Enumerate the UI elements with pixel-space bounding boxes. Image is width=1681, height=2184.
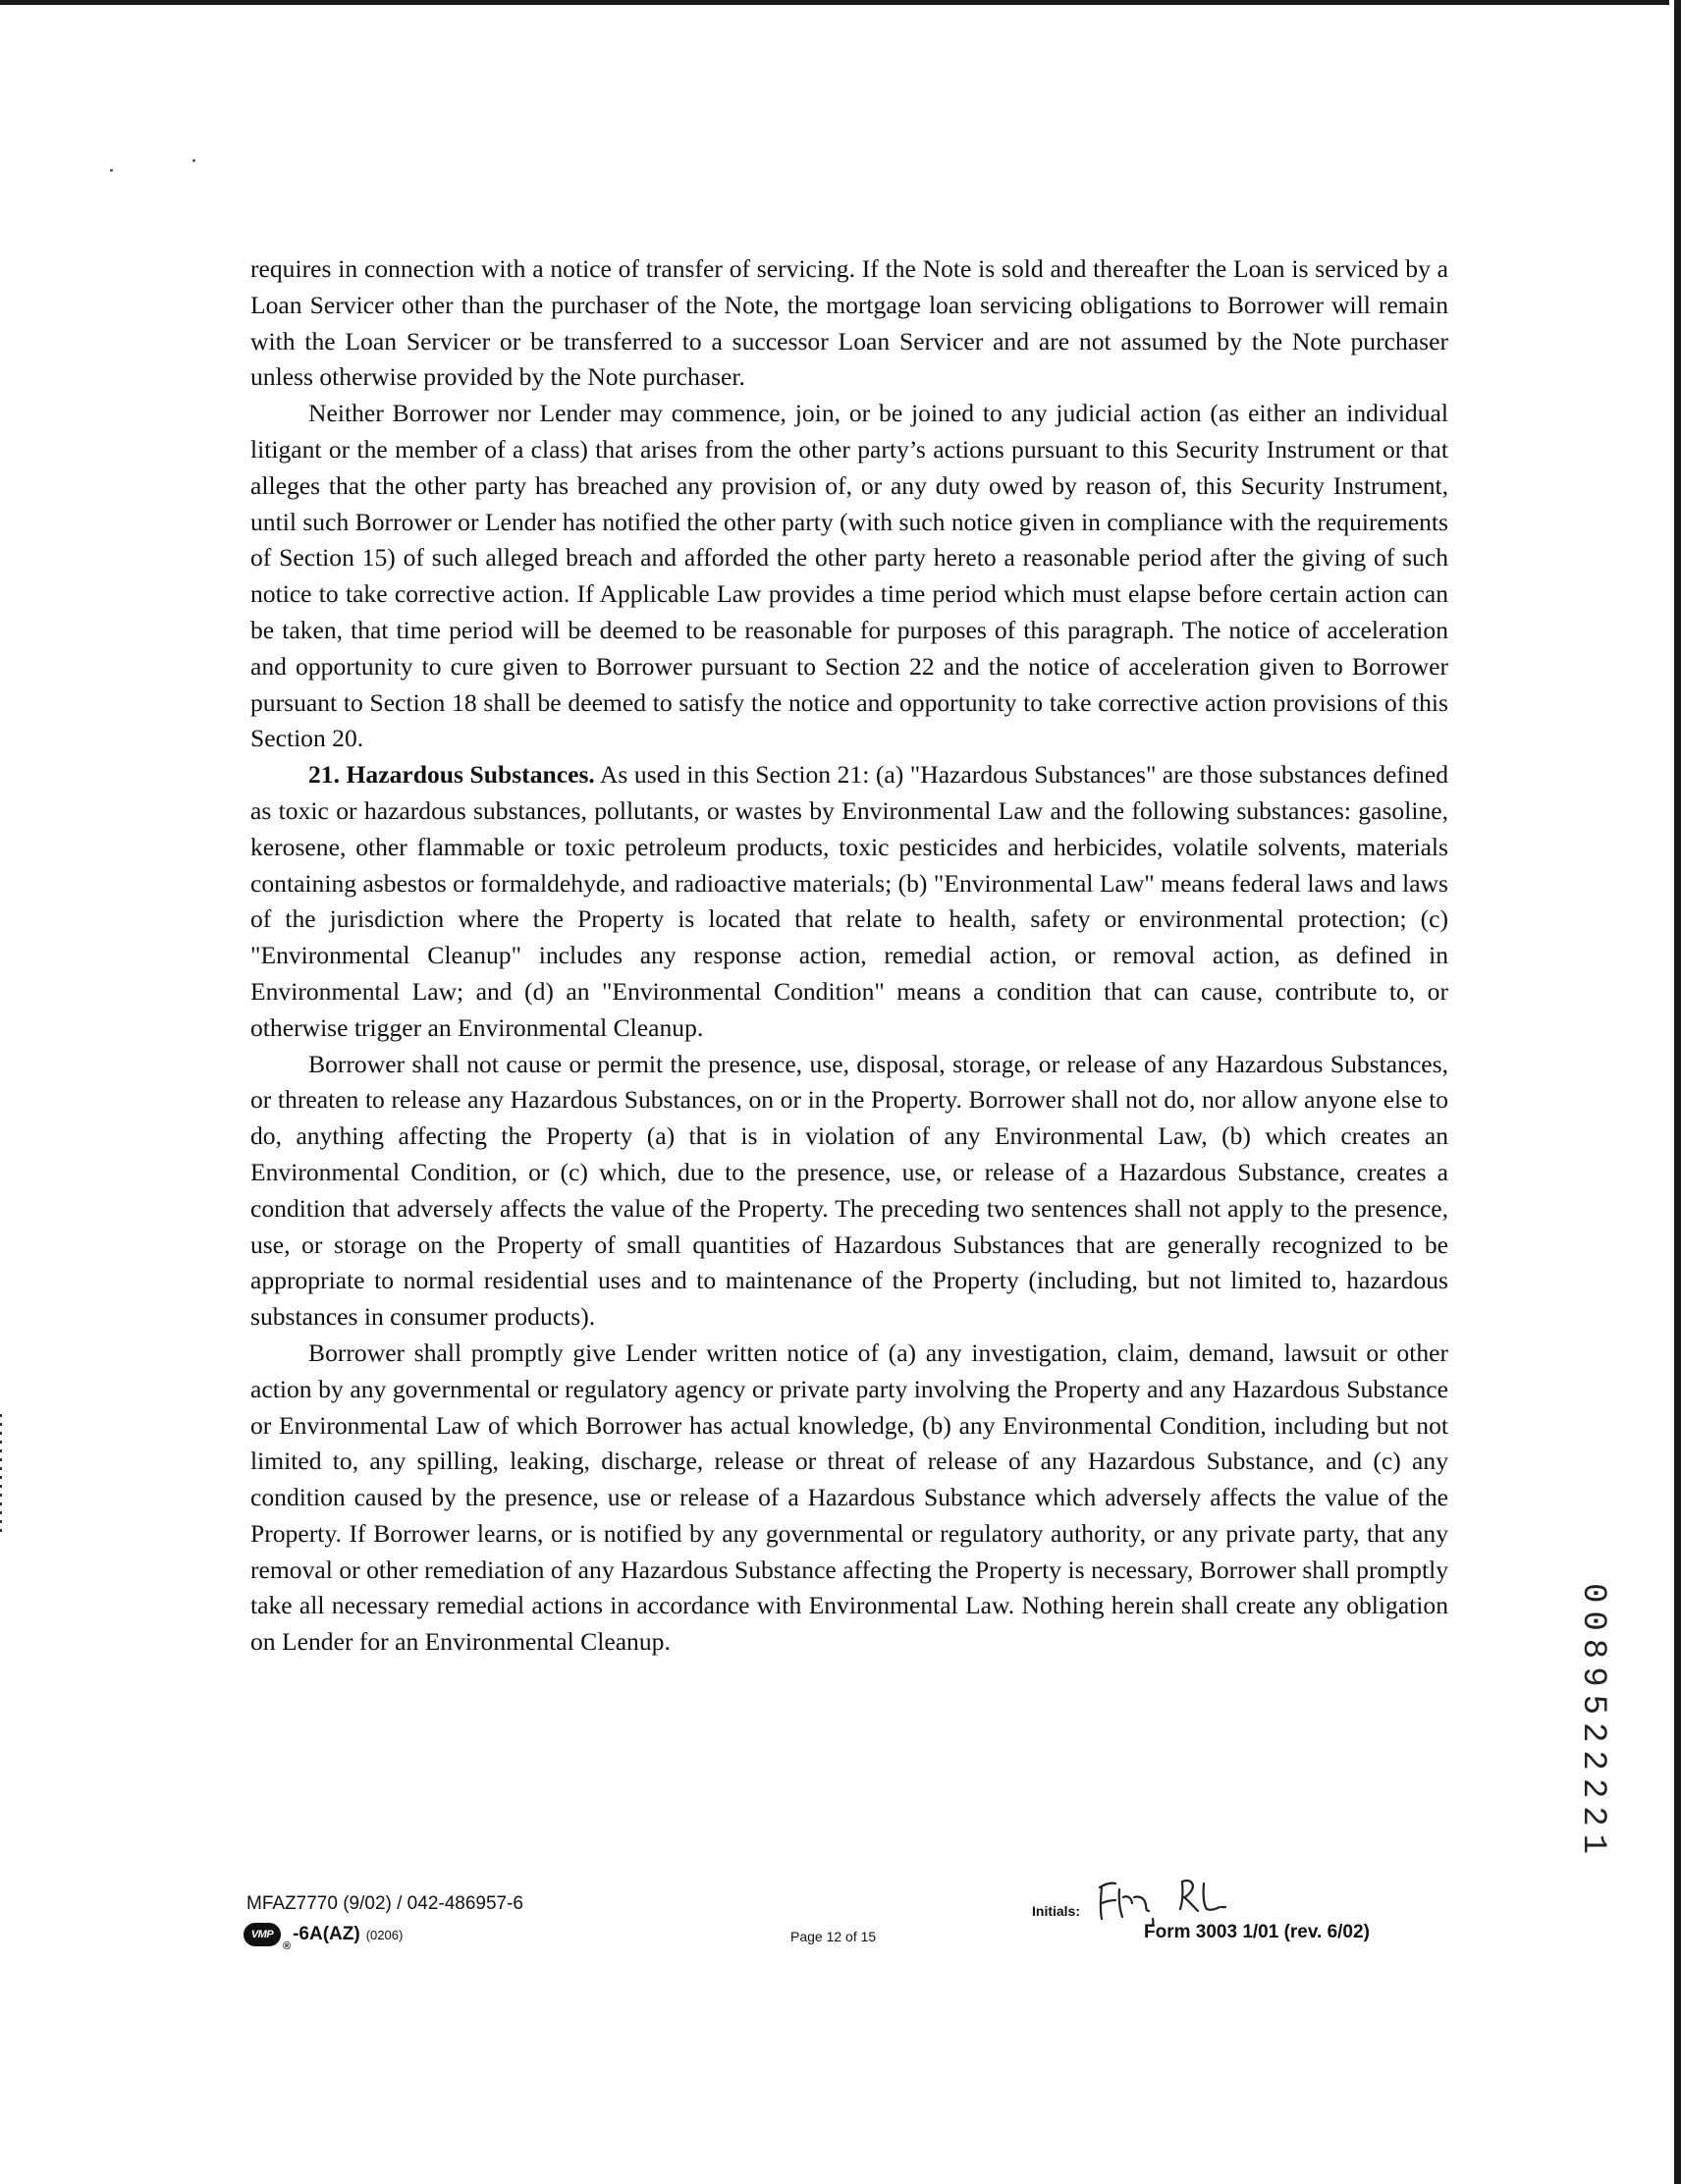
form-code: MFAZ7770 (9/02) / 042-486957-6: [246, 1893, 524, 1914]
scan-speck: [192, 159, 195, 162]
section-21-heading: 21. Hazardous Substances.: [308, 760, 595, 790]
paragraph-servicing: requires in connection with a notice of transfer of servicing. If the Note is sold and thereafter the Loan is serviced by a Loan Servicer other than the purchaser of the Note, the mortgage loan servicing obligations to Borrower will remain with the Loan Servicer or be transferred to a successor Loan Servicer and are not assumed by the Note purchaser unless otherwise provided by the Note purchaser.: [250, 254, 1448, 392]
vmp-revision: (0206): [365, 1927, 404, 1942]
initials-label: Initials:: [1032, 1903, 1081, 1919]
paragraph-judicial-action: Neither Borrower nor Lender may commence, join, or be joined to any judicial action (as either an individual litigant or the member of a class) that arises from the other party’s actions pursuant to this Security Instrument or that alleges that the other party has breached any provision of, or any duty owed by reason of, this Security Instrument, until such Borrower or Lender has notified the other party (with such notice given in compliance with the requirements of Section 15) of such alleged breach and afforded the other party hereto a reasonable period after the giving of such notice to take corrective action. If Applicable Law provides a time period which must elapse before certain action can be taken, that time period will be deemed to be reasonable for purposes of this paragraph. The notice of acceleration and opportunity to cure given to Borrower pursuant to Section 22 and the notice of acceleration given to Borrower pursuant to Section 18 shall be deemed to satisfy the notice and opportunity to take corrective action provisions of this Section 20.: [250, 399, 1448, 753]
vmp-logo: VMP: [244, 1923, 281, 1946]
paragraph-borrower-shall-not: Borrower shall not cause or permit the presence, use, disposal, storage, or release of any Hazardous Substances, or threaten to release any Hazardous Substances, on or in the Property. Borrower shall not do, nor allow anyone else to do, anything affecting the Property (a) that is in violation of any Environmental Law, (b) which creates an Environmental Condition, or (c) which, due to the presence, use, or release of a Hazardous Substance, creates a condition that adversely affects the value of the Property. The preceding two sentences shall not apply to the presence, use, or storage on the Property of small quantities of Hazardous Substances that are generally recognized to be appropriate to normal residential uses and to maintenance of the Property (including, but not limited to, hazardous substances in consumer products).: [250, 1049, 1448, 1332]
bates-number: 0089522221: [1574, 1583, 1611, 1863]
vmp-form-number: -6A(AZ): [293, 1924, 360, 1944]
scan-edge-left-marks: [0, 1414, 2, 1532]
scan-edge-top: [0, 0, 1669, 5]
scan-edge-right: [1674, 0, 1681, 2184]
section-21-text: As used in this Section 21: (a) "Hazardous Substances" are those substances defined as toxic or hazardous substances, pollutants, or wastes by Environmental Law and the following substances: gasoline, kerosene, other flammable or toxic petroleum products, toxic pesticides and herbicides, volatile solvents, materials containing asbestos or formaldehyde, and radioactive materials; (b) "Environmental Law" means federal laws and laws of the jurisdiction where the Property is located that relate to health, safety or environmental protection; (c) "Environmental Cleanup" includes any response action, remedial action, or removal action, as defined in Environmental Law; and (d) an "Environmental Condition" means a condition that can cause, contribute to, or otherwise trigger an Environmental Cleanup.: [250, 760, 1448, 1042]
form-number: Form 3003 1/01 (rev. 6/02): [1144, 1922, 1370, 1942]
paragraph-borrower-notice: Borrower shall promptly give Lender written notice of (a) any investigation, claim, demand, lawsuit or other action by any governmental or regulatory agency or private party involving the Property and any Hazardous Substance or Environmental Law of which Borrower has actual knowledge, (b) any Environmental Condition, including but not limited to, any spilling, leaking, discharge, release or threat of release of any Hazardous Substance, and (c) any condition caused by the presence, use or release of a Hazardous Substance which adversely affects the value of the Property. If Borrower learns, or is notified by any governmental or regulatory authority, or any private party, that any removal or other remediation of any Hazardous Substance affecting the Property is necessary, Borrower shall promptly take all necessary remedial actions in accordance with Environmental Law. Nothing herein shall create any obligation on Lender for an Environmental Cleanup.: [250, 1338, 1448, 1657]
page-number: Page 12 of 15: [790, 1929, 877, 1944]
handwritten-initials: [1092, 1868, 1229, 1927]
paragraph-section-21: [250, 757, 1448, 1046]
document-body: [250, 251, 1448, 1661]
scan-speck: [110, 169, 113, 172]
registered-mark: ®: [283, 1940, 292, 1952]
vmp-form-id: [244, 1923, 404, 1952]
